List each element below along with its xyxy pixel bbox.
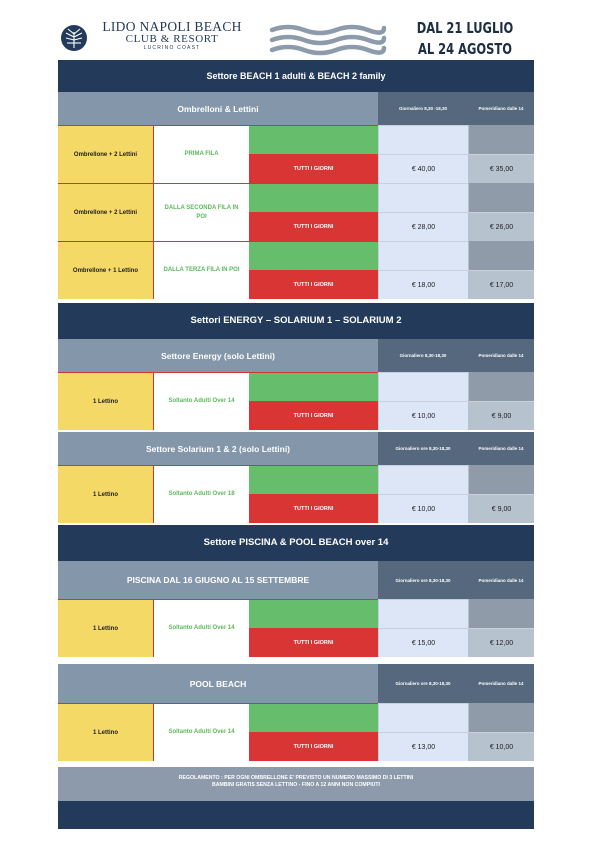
solarium-title-row (58, 432, 534, 465)
age-restriction: Soltanto Adulti Over 14 (154, 703, 249, 761)
price-giornaliero: € 18,00 (378, 270, 468, 299)
blank-cell (378, 125, 468, 154)
energy-title-row (58, 339, 534, 372)
blank-cell (468, 465, 534, 494)
col-header-pomeridiano: Pomeridiano dalle 14 (468, 92, 534, 125)
solarium-title: Settore Solarium 1 & 2 (solo Lettini) (58, 432, 378, 465)
col-header-giornaliero: Giornaliero 8,30 -18,30 (378, 92, 468, 125)
col-header-pomeridiano: Pomeridiano dalle 14 (468, 664, 534, 703)
col-header-pomeridiano: Pomeridiano dalle 14 (468, 432, 534, 465)
availability-green (249, 703, 378, 732)
availability-green (249, 241, 378, 270)
col-header-giornaliero: Giornaliero ore 8,30-18,30 (378, 561, 468, 599)
age-restriction: Soltanto Adulti Over 18 (154, 465, 249, 523)
days-label: TUTTI I GIORNI (249, 628, 378, 657)
col-header-pomeridiano: Pomeridiano dalle 14 (468, 339, 534, 372)
age-restriction: Soltanto Adulti Over 14 (154, 599, 249, 657)
days-label: TUTTI I GIORNI (249, 732, 378, 761)
rules-line-2: BAMBINI GRATIS SENZA LETTINO - FINO A 12 ANNI NON COMPIUTI (211, 782, 380, 788)
row-position: DALLA SECONDA FILA IN POI (154, 183, 249, 241)
brand-line-1: LIDO NAPOLI BEACH (102, 19, 242, 34)
price-pomeridiano: € 12,00 (468, 628, 534, 657)
row-position: PRIMA FILA (154, 125, 249, 183)
price-giornaliero: € 10,00 (378, 401, 468, 430)
availability-green (249, 125, 378, 154)
price-giornaliero: € 40,00 (378, 154, 468, 183)
price-row (58, 125, 534, 183)
price-giornaliero: € 10,00 (378, 494, 468, 523)
price-row (58, 465, 534, 523)
days-label: TUTTI I GIORNI (249, 270, 378, 299)
item-type: Ombrellone + 1 Lettino (58, 241, 154, 299)
beach-title: Ombrelloni & Lettini (58, 92, 378, 125)
blank-cell (378, 183, 468, 212)
price-row (58, 241, 534, 299)
blank-cell (468, 599, 534, 628)
item-type: Ombrellone + 2 Lettini (58, 183, 154, 241)
beach-title-row (58, 92, 534, 125)
availability-green (249, 465, 378, 494)
section-band-energy-solarium: Settori ENERGY – SOLARIUM 1 – SOLARIUM 2 (58, 303, 534, 339)
item-type: 1 Lettino (58, 703, 154, 761)
item-type: 1 Lettino (58, 372, 154, 430)
availability-green (249, 183, 378, 212)
blank-cell (378, 703, 468, 732)
brand-line-3: LUCRINO COAST (143, 45, 201, 51)
days-label: TUTTI I GIORNI (249, 154, 378, 183)
blank-cell (378, 241, 468, 270)
availability-green (249, 372, 378, 401)
brand-name (92, 20, 252, 52)
col-header-giornaliero: Giornaliero ore 8,30-18,30 (378, 432, 468, 465)
section-band-piscina: Settore PISCINA & POOL BEACH over 14 (58, 525, 534, 561)
availability-green (249, 599, 378, 628)
price-row (58, 372, 534, 430)
blank-cell (378, 372, 468, 401)
piscina-title: PISCINA DAL 16 GIUGNO AL 15 SETTEMBRE (58, 561, 378, 599)
item-type: 1 Lettino (58, 599, 154, 657)
palm-leaf-logo-icon (60, 24, 88, 52)
date-end: AL 24 AGOSTO (417, 40, 513, 58)
brand-line-2: CLUB & RESORT (125, 33, 219, 45)
days-label: TUTTI I GIORNI (249, 401, 378, 430)
blank-cell (468, 125, 534, 154)
price-pomeridiano: € 9,00 (468, 401, 534, 430)
blank-cell (468, 241, 534, 270)
price-pomeridiano: € 10,00 (468, 732, 534, 761)
waves-icon (268, 22, 388, 58)
col-header-pomeridiano: Pomeridiano dalle 14 (468, 561, 534, 599)
item-type: Ombrellone + 2 Lettini (58, 125, 154, 183)
blank-cell (468, 183, 534, 212)
price-giornaliero: € 13,00 (378, 732, 468, 761)
date-start: DAL 21 LUGLIO (416, 19, 514, 37)
days-label: TUTTI I GIORNI (249, 212, 378, 241)
pool-beach-title: POOL BEACH (58, 664, 378, 703)
price-giornaliero: € 28,00 (378, 212, 468, 241)
blank-cell (378, 465, 468, 494)
price-pomeridiano: € 35,00 (468, 154, 534, 183)
page-header (0, 0, 595, 60)
blank-cell (378, 599, 468, 628)
price-giornaliero: € 15,00 (378, 628, 468, 657)
piscina-title-row (58, 561, 534, 599)
blank-cell (468, 372, 534, 401)
rules-note (58, 767, 534, 801)
price-pomeridiano: € 26,00 (468, 212, 534, 241)
pool-beach-title-row (58, 664, 534, 703)
price-row (58, 183, 534, 241)
energy-title: Settore Energy (solo Lettini) (58, 339, 378, 372)
footer-band (58, 801, 534, 829)
price-pomeridiano: € 9,00 (468, 494, 534, 523)
age-restriction: Soltanto Adulti Over 14 (154, 372, 249, 430)
blank-cell (468, 703, 534, 732)
col-header-giornaliero: Giornaliero ore 8,30-18,30 (378, 664, 468, 703)
section-band-beach: Settore BEACH 1 adulti & BEACH 2 family (58, 60, 534, 92)
col-header-giornaliero: Giornaliero 8,30-18,30 (378, 339, 468, 372)
rules-line-1: REGOLAMENTO : PER OGNI OMBRELLONE E' PREVISTO UN NUMERO MASSIMO DI 3 LETTINI (178, 775, 414, 781)
item-type: 1 Lettino (58, 465, 154, 523)
price-row (58, 703, 534, 761)
days-label: TUTTI I GIORNI (249, 494, 378, 523)
price-row (58, 599, 534, 657)
row-position: DALLA TERZA FILA IN POI (154, 241, 249, 299)
price-pomeridiano: € 17,00 (468, 270, 534, 299)
